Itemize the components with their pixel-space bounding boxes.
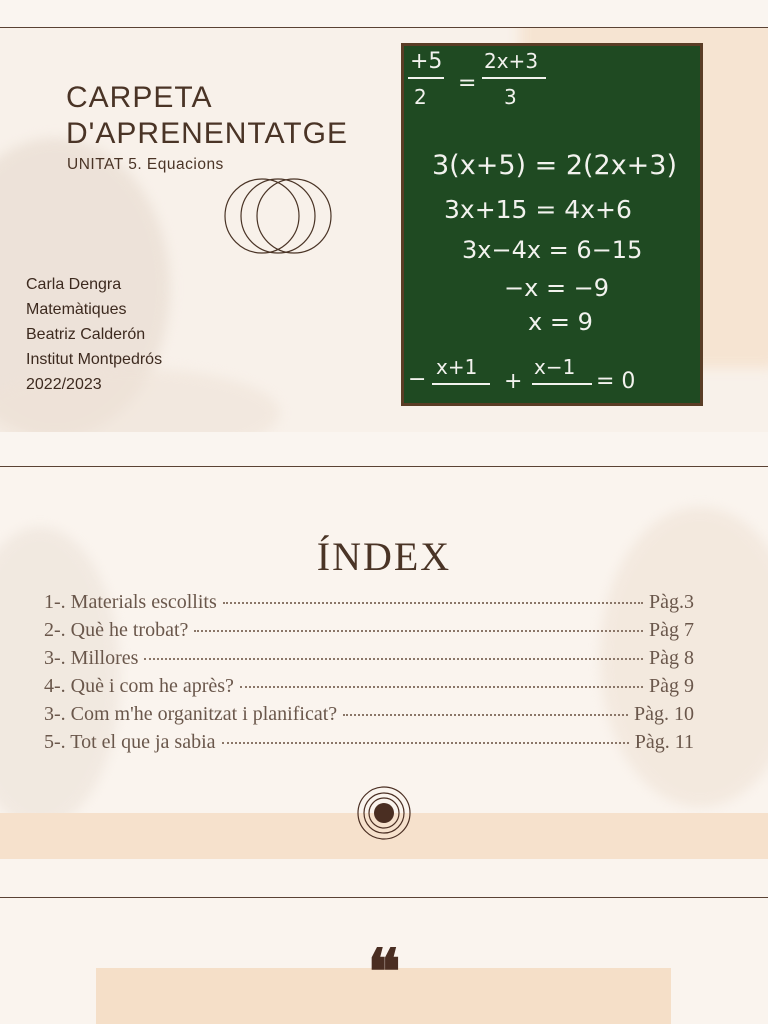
toc-item[interactable] [44,731,694,759]
target-ornament [356,785,412,841]
toc-leader [194,630,643,632]
toc-item-label: 5-. Tot el que ja sabia [44,731,216,753]
board-bottom-num2: x−1 [534,355,576,379]
index-slide [0,467,768,897]
toc-item-page: Pàg 8 [649,647,694,669]
board-line-1: 3(x+5) = 2(2x+3) [432,150,678,181]
toc-leader [240,686,643,688]
author-name: Carla Dengra [26,276,122,293]
toc-item-label: 2-. Què he trobat? [44,619,189,641]
board-top-den: 2 [414,85,427,109]
board-line-2: 3x+15 = 4x+6 [444,195,632,224]
toc-item-label: 3-. Millores [44,647,139,669]
toc-item-label: 4-. Què i com he après? [44,675,234,697]
author-info [26,272,162,397]
toc-item-page: Pàg 9 [649,675,694,697]
toc-item-page: Pàg 7 [649,619,694,641]
toc-item[interactable] [44,703,694,731]
board-bottom-num1: x+1 [436,355,478,379]
toc-item-page: Pàg. 10 [634,703,694,725]
cover-subtitle: UNITAT 5. Equacions [67,156,224,173]
board-top-right-den: 3 [504,85,517,109]
toc-item-page: Pàg. 11 [634,731,694,753]
chalkboard-image [401,43,703,406]
board-line-4: −x = −9 [504,274,610,302]
rings-ornament [222,176,334,256]
toc-leader [222,742,629,744]
toc-leader [144,658,643,660]
toc-leader [223,602,643,604]
toc-item[interactable] [44,591,694,619]
toc-item-page: Pàg.3 [649,591,694,613]
quote-slide [0,898,768,1024]
teacher-name: Beatriz Calderón [26,326,146,343]
toc-item[interactable] [44,647,694,675]
index-title: ÍNDEX [316,534,452,579]
svg-text:+: + [504,369,523,394]
cover-title: CARPETA D'APRENENTATGE [66,81,348,150]
board-top-right-num: 2x+3 [484,49,539,73]
toc-list [44,591,694,759]
board-line-3: 3x−4x = 6−15 [462,236,643,264]
school-year: 2022/2023 [26,376,102,393]
toc-item[interactable] [44,619,694,647]
svg-text:=: = [458,71,477,96]
toc-leader [343,714,628,716]
board-line-5: x = 9 [528,308,593,336]
quote-mark-icon: ❝ [367,939,401,1007]
board-top-left: +5 [410,49,443,74]
svg-text:−: − [408,367,427,392]
school-name: Institut Montpedrós [26,351,163,368]
toc-item[interactable] [44,675,694,703]
toc-item-label: 3-. Com m'he organitzat i planificat? [44,703,338,725]
board-bottom-eq: = 0 [596,369,636,394]
subject: Matemàtiques [26,301,127,318]
toc-item-label: 1-. Materials escollits [44,591,217,613]
